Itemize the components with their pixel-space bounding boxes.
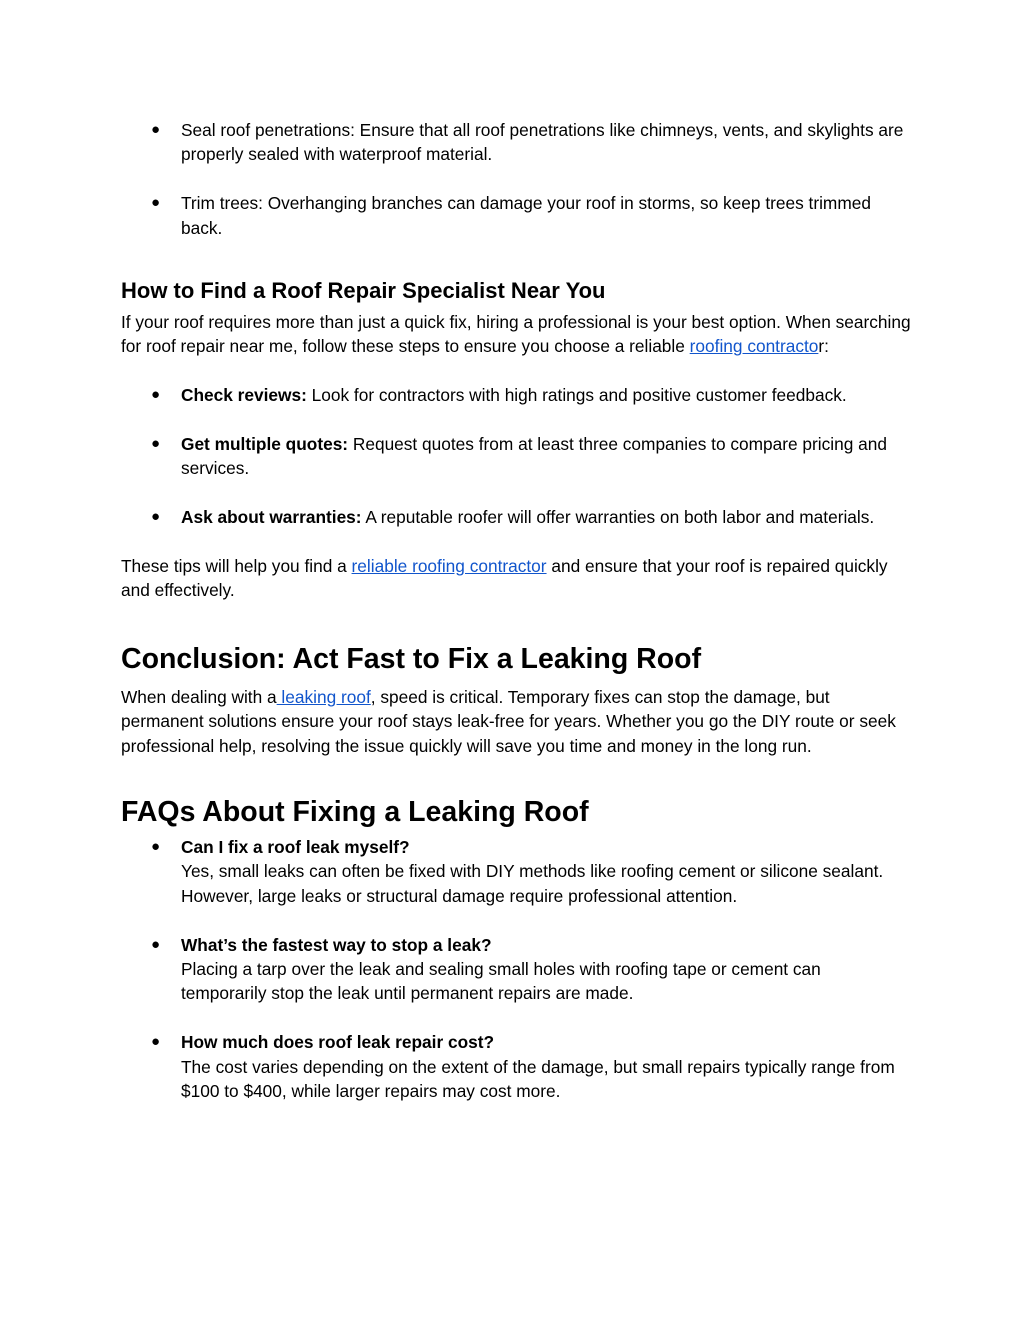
faq-answer: Placing a tarp over the leak and sealing small holes with roofing tape or cement can temporarily stop the leak until permanent repairs are made. xyxy=(181,959,821,1004)
list-item xyxy=(121,383,911,407)
conclusion-paragraph xyxy=(121,685,911,758)
list-item xyxy=(121,191,911,240)
list-item-label: Get multiple quotes: xyxy=(181,434,349,455)
faq-list xyxy=(121,835,911,1103)
bullet-icon: ● xyxy=(151,1033,161,1051)
intro-text-end: r: xyxy=(818,336,829,357)
list-item-text: Seal roof penetrations: Ensure that all roof penetrations like chimneys, vents, and skylights are properly sealed with waterproof material. xyxy=(181,120,904,165)
reliable-roofing-contractor-link[interactable]: reliable roofing contractor xyxy=(351,556,547,577)
conclusion-text-end: , speed is critical. Temporary fixes can stop the damage, but permanent solutions ensure your roof stays leak-free for years. Whether you go the DIY route or seek professional help, resolving the issue quickly will save you time and money in the long run. xyxy=(121,686,896,756)
faq-question: Can I fix a roof leak myself? xyxy=(181,837,410,858)
maintenance-tips-list xyxy=(121,118,911,240)
outro-text: These tips will help you find a xyxy=(121,556,352,577)
bullet-icon: ● xyxy=(151,194,161,212)
bullet-icon: ● xyxy=(151,838,161,856)
bullet-icon: ● xyxy=(151,935,161,953)
faq-item xyxy=(121,835,911,908)
find-specialist-heading: How to Find a Roof Repair Specialist Near You xyxy=(121,278,606,304)
list-item-label: Check reviews: xyxy=(181,385,307,406)
faq-item xyxy=(121,1030,911,1103)
list-item xyxy=(121,505,911,529)
conclusion-heading: Conclusion: Act Fast to Fix a Leaking Roof xyxy=(121,642,702,675)
outro-text-end: and ensure that your roof is repaired quickly and effectively. xyxy=(121,556,888,601)
list-item-text: Trim trees: Overhanging branches can damage your roof in storms, so keep trees trimmed back. xyxy=(181,193,871,238)
bullet-icon: ● xyxy=(151,508,161,526)
list-item xyxy=(121,432,911,481)
bullet-icon: ● xyxy=(151,386,161,404)
list-item-text: A reputable roofer will offer warranties on both labor and materials. xyxy=(361,507,875,528)
intro-text: If your roof requires more than just a quick fix, hiring a professional is your best option. When searching for roof repair near me, follow these steps to ensure you choose a reliable xyxy=(121,312,911,357)
find-specialist-outro xyxy=(121,554,911,603)
conclusion-text: When dealing with a xyxy=(121,686,277,707)
faq-item xyxy=(121,933,911,1006)
document-page xyxy=(121,118,911,1103)
specialist-tips-list xyxy=(121,383,911,529)
faq-question: What’s the fastest way to stop a leak? xyxy=(181,934,492,955)
faq-answer: The cost varies depending on the extent of the damage, but small repairs typically range from $100 to $400, while larger repairs may cost more. xyxy=(181,1056,895,1102)
list-item-label: Ask about warranties: xyxy=(181,507,362,528)
leaking-roof-link[interactable]: leaking roof xyxy=(276,686,371,707)
roofing-contractor-link[interactable]: roofing contracto xyxy=(689,336,819,357)
faq-question: How much does roof leak repair cost? xyxy=(181,1032,495,1053)
faq-heading: FAQs About Fixing a Leaking Roof xyxy=(121,796,589,829)
find-specialist-intro xyxy=(121,310,911,359)
list-item-text: Look for contractors with high ratings and positive customer feedback. xyxy=(306,385,847,406)
list-item-text: Request quotes from at least three companies to compare pricing and services. xyxy=(181,434,887,479)
bullet-icon: ● xyxy=(151,435,161,453)
list-item xyxy=(121,118,911,167)
bullet-icon: ● xyxy=(151,121,161,138)
faq-answer: Yes, small leaks can often be fixed with DIY methods like roofing cement or silicone sealant. However, large leaks or structural damage require professional attention. xyxy=(181,861,884,906)
